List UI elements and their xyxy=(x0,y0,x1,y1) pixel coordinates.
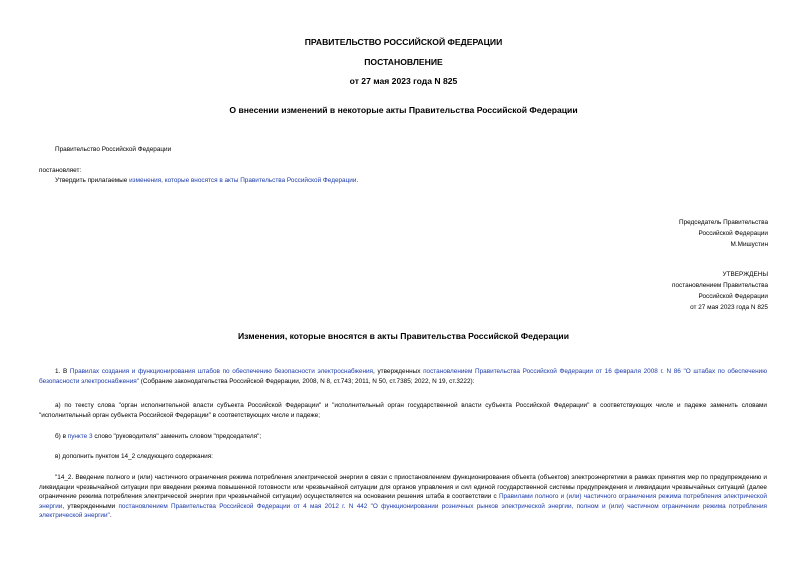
item-1 xyxy=(39,367,767,386)
approved-line-2: постановлением Правительства xyxy=(672,282,768,289)
item-1-num: 1. В xyxy=(55,368,70,375)
rules-link[interactable]: Правилах создания и функционирования штабов по обеспечению безопасности электроснабжения xyxy=(69,368,374,375)
item-1-tail: (Собрание законодательства Российской Федерации, 2008, N 8, ст.743; 2011, N 50, ст.7385; 2022, N 19, ст.3222): xyxy=(139,377,475,385)
item-b-post: слово "руководителя" заменить словом "председателя"; xyxy=(92,433,262,440)
approve-prefix: Утвердить прилагаемые xyxy=(55,177,130,184)
approved-block xyxy=(672,269,768,313)
document-title: О внесении изменений в некоторые акты Правительства Российской Федерации xyxy=(229,105,578,115)
document-date: от 27 мая 2023 года N 825 xyxy=(349,76,458,86)
clause-3-link[interactable]: пункте 3 xyxy=(67,433,93,440)
item-b-pre: б) в xyxy=(55,433,68,440)
preamble-approve xyxy=(55,176,358,185)
government-heading: ПРАВИТЕЛЬСТВО РОССИЙСКОЙ ФЕДЕРАЦИИ xyxy=(304,37,503,47)
item-14-2-tail: . xyxy=(109,512,112,520)
approve-suffix: . xyxy=(356,177,359,184)
item-1-mid: , утвержденных xyxy=(373,368,424,375)
item-c: в) дополнить пунктом 14_2 следующего содержания: xyxy=(55,453,213,460)
approved-line-4: от 27 мая 2023 года N 825 xyxy=(690,304,768,311)
approved-line-1: УТВЕРЖДЕНЫ xyxy=(722,271,768,278)
decree-86-link[interactable]: постановлением Правительства Российской Федерации от 16 февраля 2008 г. N 86 "О штабах по обеспечению безопасности электроснабжения" xyxy=(39,368,767,385)
item-14-2-mid: , утвержденными xyxy=(62,502,119,510)
item-14-2-text: "14_2. Введение полного и (или) частичного ограничения режима потребления электрической энергии в связи с приостановлением функционирования объекта (объектов) электроэнергетики в рамках принятия мер по предупреждению и ликвидации чрезвычайной ситуации при введении режима повышенной готовности или чрезвычайной ситуации для органов управления и сил единой государственной системы предупреждения и ликвидации чрезвычайных ситуаций (далее ограничение режима потребления электрической энергии при чрезвычайной ситуации) осуществляется на основании решения штаба в соответствии с xyxy=(39,474,767,501)
annex-title: Изменения, которые вносятся в акты Правительства Российской Федерации xyxy=(237,331,569,341)
preamble-org: Правительство Российской Федерации xyxy=(55,146,172,153)
restriction-rules-link[interactable]: Правилами полного и (или) частичного ограничения режима потребления электрической энергии xyxy=(39,493,767,510)
approved-line-3: Российской Федерации xyxy=(698,293,768,300)
signature-line-3: М.Мишустин xyxy=(730,241,768,248)
preamble-decree: постановляет: xyxy=(39,167,82,174)
signature-line-1: Председатель Правительства xyxy=(679,219,768,226)
signature-line-2: Российской Федерации xyxy=(698,230,768,237)
item-b xyxy=(39,432,767,442)
signature-block xyxy=(679,217,768,250)
document-type: ПОСТАНОВЛЕНИЕ xyxy=(364,57,443,67)
item-14-2 xyxy=(39,473,767,521)
item-a: а) по тексту слова "орган исполнительной власти субъекта Российской Федерации" и "исполнительный орган государственной власти субъекта Российской Федерации" в соответствующих числе и падеже заменить словами "исполнительный орган субъекта Российской Федерации" в соответствующих числе и падеже; xyxy=(39,402,767,419)
decree-442-link[interactable]: постановлением Правительства Российской Федерации от 4 мая 2012 г. N 442 "О функционировании розничных рынков электрической энергии, полном и (или) частичном ограничении режима потребления электрической энергии" xyxy=(39,502,767,520)
changes-link[interactable]: изменения, которые вносятся в акты Правительства Российской Федерации xyxy=(129,177,357,184)
